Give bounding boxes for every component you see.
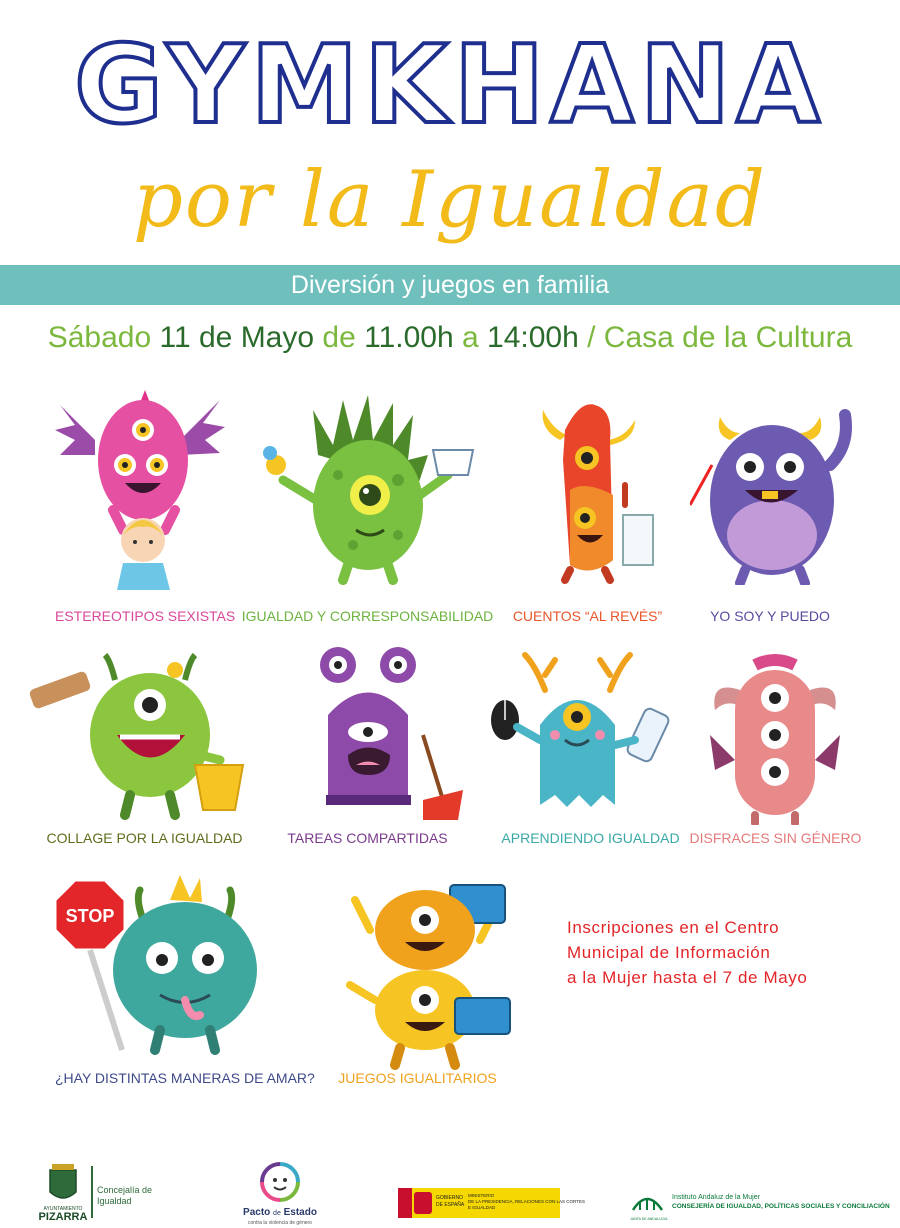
junta-logo (630, 1190, 668, 1221)
info-line: a la Mujer hasta el 7 de Mayo (567, 968, 808, 987)
ministerio-text (468, 1193, 585, 1211)
purple-horned-monster-icon (690, 405, 860, 585)
green-spiky-monster-icon (258, 395, 478, 585)
pacto-de-estado-logo (235, 1162, 325, 1224)
poster-subtitle: por la Igualdad (132, 155, 767, 245)
date-day: Sábado (47, 321, 152, 354)
activity-label: YO SOY Y PUEDO (710, 608, 830, 624)
teal-monster-with-mouse-icon (485, 645, 675, 820)
tagline-band (0, 265, 900, 305)
date-number: 11 (159, 321, 191, 354)
concejalia-line: Igualdad (97, 1196, 132, 1206)
gobierno-line: GOBIERNO (436, 1195, 463, 1201)
junta-arch-icon (630, 1190, 665, 1212)
junta-text: JUNTA DE ANDALUCIA (630, 1217, 668, 1221)
green-monster-with-brush-icon (25, 650, 255, 820)
gobierno-text (436, 1195, 464, 1209)
tagline: Diversión y juegos en familia (290, 271, 610, 299)
coat-of-arms-icon (28, 1160, 98, 1222)
date-month: de Mayo (198, 321, 315, 354)
concejalia-line: Concejalía de (97, 1185, 153, 1195)
activity-label: APRENDIENDO IGUALDAD (501, 830, 680, 846)
logo-divider (91, 1166, 93, 1218)
iam-text (672, 1193, 890, 1211)
pink-three-eyed-monster-icon (700, 650, 850, 825)
pacto-circle-icon (235, 1162, 325, 1202)
pacto-text: de (273, 1210, 281, 1217)
concejalia-text (97, 1185, 152, 1207)
info-line: Inscripciones en el Centro (567, 918, 780, 937)
activity-label: CUENTOS “AL REVÉS” (512, 608, 663, 624)
purple-monster-with-broom-icon (298, 640, 468, 825)
iam-line: Instituto Andaluz de la Mujer (672, 1194, 760, 1201)
ministerio-line: DE LA PRESIDENCIA, RELACIONES CON LAS CORTES (468, 1199, 585, 1204)
activity-label: JUEGOS IGUALITARIOS (338, 1070, 497, 1086)
orange-two-eyed-monster-icon (525, 400, 665, 585)
spain-coat-icon (414, 1192, 432, 1214)
stop-sign-text: STOP (65, 906, 115, 926)
pacto-subtitle: contra la violencia de género (248, 1220, 312, 1226)
date-to: a (462, 321, 479, 354)
gobierno-line: DE ESPAÑA (436, 1202, 465, 1208)
date-line (0, 318, 900, 358)
info-line: Municipal de Información (567, 943, 771, 962)
activity-label: DISFRACES SIN GÉNERO (689, 830, 862, 846)
ayuntamiento-logo (28, 1160, 98, 1222)
activity-label: TAREAS COMPARTIDAS (287, 830, 448, 846)
pacto-text: Estado (283, 1207, 317, 1218)
activity-label: COLLAGE POR LA IGUALDAD (46, 830, 243, 846)
spain-flag-icon (398, 1188, 412, 1218)
poster-title (0, 10, 900, 140)
ayto-small-text: AYUNTAMIENTO (43, 1206, 83, 1212)
activity-label: ¿HAY DISTINTAS MANERAS DE AMAR? (55, 1070, 315, 1086)
stacked-orange-monsters-icon (330, 870, 520, 1070)
pink-winged-monster-with-baby-icon (55, 385, 225, 595)
venue: / Casa de la Cultura (587, 321, 853, 354)
ayto-name-text: PIZARRA (38, 1211, 88, 1222)
consejeria-line: CONSEJERÍA DE IGUALDAD, POLÍTICAS SOCIALES Y CONCILIACIÓN (672, 1203, 890, 1210)
activity-label: ESTEREOTIPOS SEXISTAS (55, 608, 236, 624)
ministerio-line: MINISTERIO (468, 1193, 495, 1198)
teal-monster-with-stop-sign-icon (50, 870, 290, 1055)
title-text: GYMKHANA (74, 23, 826, 140)
pacto-text: Pacto (243, 1207, 271, 1218)
registration-info (567, 915, 807, 990)
gobierno-logo (398, 1188, 585, 1218)
time-end: 14:00h (487, 321, 579, 354)
date-from: de (322, 321, 356, 354)
ministerio-line: E IGUALDAD (468, 1205, 496, 1210)
time-start: 11.00h (364, 321, 454, 354)
activity-label: IGUALDAD Y CORRESPONSABILIDAD (241, 608, 494, 624)
